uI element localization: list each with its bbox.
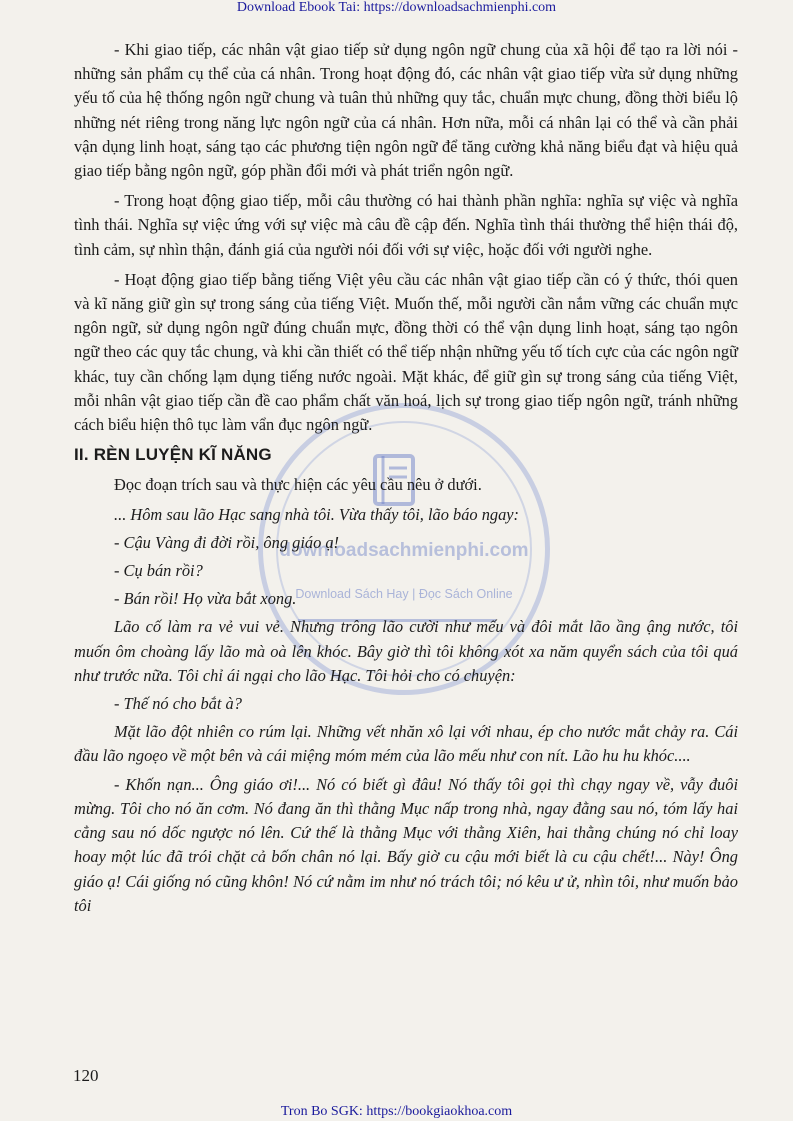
page-content [74,38,738,922]
section-heading: II. RÈN LUYỆN KĨ NĂNG [74,445,272,465]
excerpt-line: Lão cố làm ra vẻ vui vẻ. Nhưng trông lão cười như mếu và đôi mắt lão ầng ậng nước, tôi muốn ôm choàng lấy lão mà oà lên khóc. Bây giờ thì tôi không xót xa năm quyển sách của tôi quá như trước nữa. Tôi chỉ ái ngại cho lão Hạc. Tôi hỏi cho có chuyện: [74,617,738,685]
paragraph-sentence-meaning: - Trong hoạt động giao tiếp, mỗi câu thường có hai thành phần nghĩa: nghĩa sự việc và nghĩa tình thái. Nghĩa sự việc ứng với sự việc mà câu đề cập đến. Nghĩa tình thái thường thể hiện thái độ, tình cảm, sự nhìn thận, đánh giá của người nói đối với sự việc, hoặc đối với người nghe. [74,191,738,259]
header-download-link[interactable]: Download Ebook Tai: https://downloadsachmienphi.com [236,0,557,15]
excerpt-line: - Cậu Vàng đi đời rồi, ông giáo ạ! [114,532,340,552]
watermark-domain: downloadsachmienphi.com [279,540,529,561]
excerpt-line: - Thế nó cho bắt à? [114,694,242,714]
excerpt-line: - Khốn nạn... Ông giáo ơi!... Nó có biết gì đâu! Nó thấy tôi gọi thì chạy ngay về, vẫy đuôi mừng. Tôi cho nó ăn cơm. Nó đang ăn thì thằng Mục nấp trong nhà, ngay đằng sau nó, tóm lấy hai cẳng sau nó dốc ngược nó lên. Cứ thế là thằng Mục với thằng Xiên, hai thằng chúng nó chỉ loay hoay một lúc đã trói chặt cả bốn chân nó lại. Bấy giờ cu cậu mới biết là cu cậu chết!... Này! Ông giáo ạ! Cái giống nó cũng khôn! Nó cứ nằm im như nó trách tôi; nó kêu ư ử, nhìn tôi, như muốn bảo tôi [74,774,738,915]
paragraph-language-use: - Khi giao tiếp, các nhân vật giao tiếp sử dụng ngôn ngữ chung của xã hội để tạo ra lời nói - những sản phẩm cụ thể của cá nhân. Trong hoạt động đó, các nhân vật giao tiếp vừa sử dụng những yếu tố của hệ thống ngôn ngữ chung và tuân thủ những quy tắc, chuẩn mực chung, đồng thời biểu lộ những nét riêng trong năng lực ngôn ngữ của cá nhân. Hơn nữa, mỗi cá nhân lại có thể và cần phải vận dụng linh hoạt, sáng tạo các phương tiện ngôn ngữ để tăng cường khả năng biểu đạt và hiệu quả giao tiếp bằng ngôn ngữ, góp phần đổi mới và phát triển ngôn ngữ. [74,40,738,181]
excerpt-line: ... Hôm sau lão Hạc sang nhà tôi. Vừa thấy tôi, lão báo ngay: [114,504,520,524]
watermark-tagline: Download Sách Hay | Đọc Sách Online [295,587,513,601]
footer-source-link[interactable]: Tron Bo SGK: https://bookgiaokhoa.com [280,1104,513,1119]
excerpt-line: - Cụ bán rồi? [114,561,203,581]
excerpt-line: Mặt lão đột nhiên co rúm lại. Những vết nhăn xô lại với nhau, ép cho nước mắt chảy ra. Cái đầu lão ngoẹo về một bên và cái miệng móm mém của lão mếu như con nít. Lão hu hu khóc.... [74,722,738,766]
page-number: 120 [73,1066,99,1085]
paragraph-language-purity: - Hoạt động giao tiếp bằng tiếng Việt yêu cầu các nhân vật giao tiếp cần có ý thức, thói quen và kĩ năng giữ gìn sự trong sáng của tiếng Việt. Muốn thế, mỗi người cần nắm vững các chuẩn mực ngôn ngữ, sử dụng ngôn ngữ đúng chuẩn mực, đồng thời có thể vận dụng linh hoạt, sáng tạo ngôn ngữ theo các quy tắc chung, và khi cần thiết có thể tiếp nhận những yếu tố tích cực của các ngôn ngữ khác, tuy cần chống lạm dụng tiếng nước ngoài. Mặt khác, để giữ gìn sự trong sáng của tiếng Việt, mỗi nhân vật giao tiếp cần đề cao phẩm chất văn hoá, lịch sự trong giao tiếp ngôn ngữ, tránh những cách biểu hiện thô tục làm vẩn đục ngôn ngữ. [74,269,738,435]
section-instruction: Đọc đoạn trích sau và thực hiện các yêu cầu nêu ở dưới. [114,475,482,495]
excerpt-line: - Bán rồi! Họ vừa bắt xong. [114,589,297,609]
